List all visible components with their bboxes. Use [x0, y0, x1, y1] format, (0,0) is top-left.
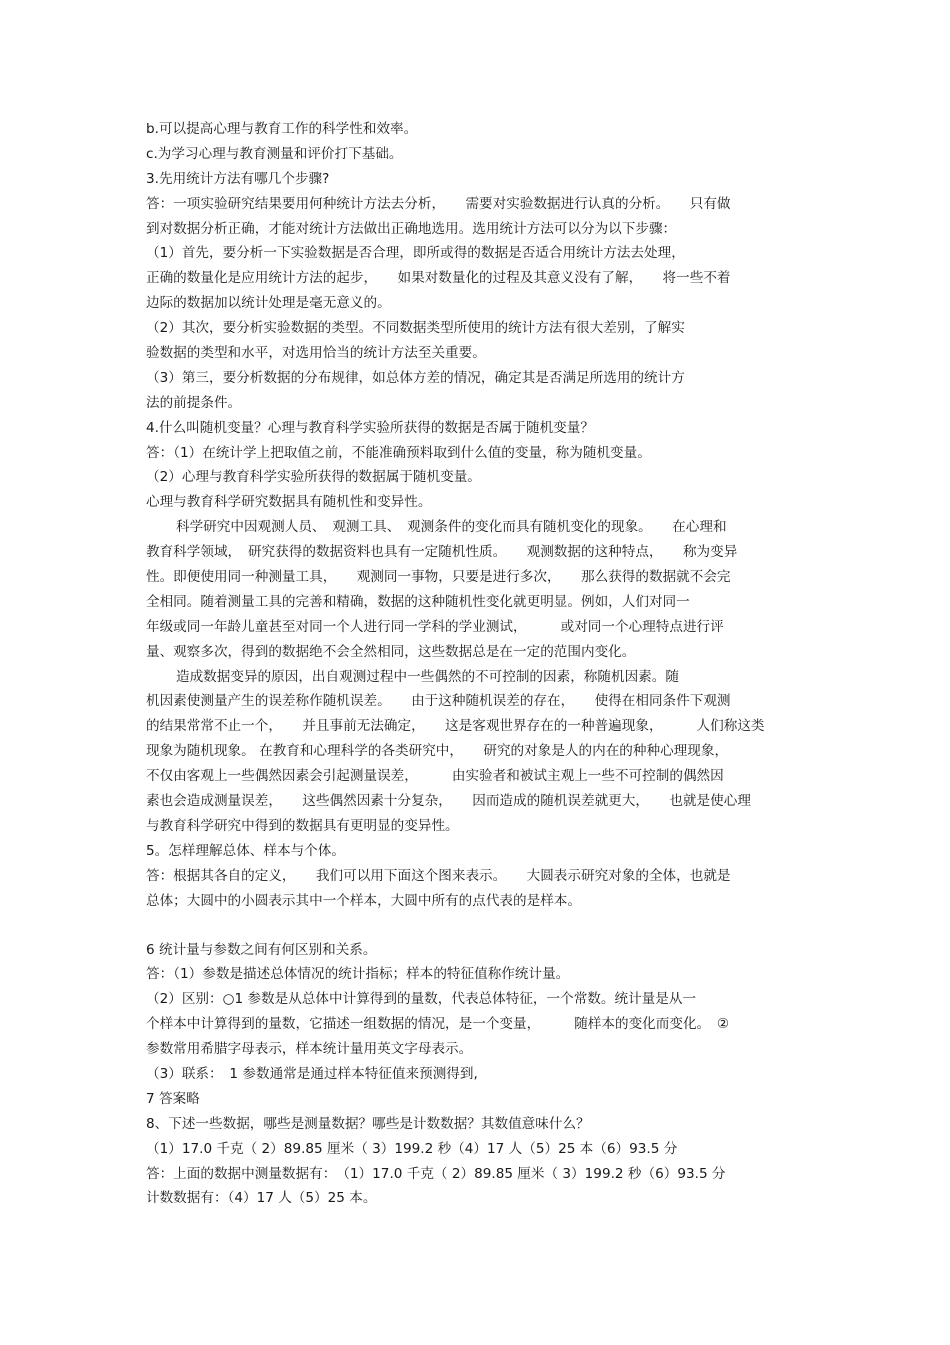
text-line: （3）联系： 1 参数通常是通过样本特征值来预测得到, [146, 1065, 478, 1082]
text-line: 与教育科学研究中得到的数据具有更明显的变异性。 [146, 817, 459, 834]
text-line: 造成数据变异的原因，出自观测过程中一些偶然的不可控制的因素，称随机因素。随 [176, 668, 679, 685]
text-line: 不仅由客观上一些偶然因素会引起测量误差， 由实验者和被试主观上一些不可控制的偶然因 [146, 768, 724, 785]
question-heading: 4.什么叫随机变量？心理与教育科学实验所获得的数据是否属于随机变量？ [146, 419, 594, 436]
text-line: 素也会造成测量误差， 这些偶然因素十分复杂， 因而造成的随机误差就更大， 也就是使心理 [146, 793, 751, 810]
text-line: 总体；大圆中的小圆表示其中一个样本，大圆中所有的点代表的是样本。 [146, 892, 581, 909]
blank-spacer [146, 914, 806, 938]
text-line: 科学研究中因观测人员、 观测工具、 观测条件的变化而具有随机变化的现象。 在心理和 [176, 519, 727, 536]
text-line: 答：上面的数据中测量数据有： （1）17.0 千克（ 2）89.85 厘米（ 3）199.2 秒（6）93.5 分 [146, 1165, 726, 1182]
text-line: 正确的数量化是应用统计方法的起步， 如果对数量化的过程及其意义没有了解， 将一些不着 [146, 270, 731, 287]
text-line: 参数常用希腊字母表示，样本统计量用英文字母表示。 [146, 1041, 473, 1058]
text-line: 量、观察多次，得到的数据绝不会全然相同，这些数据总是在一定的范围内变化。 [146, 643, 636, 660]
document-body [146, 117, 806, 1211]
question-heading: 3.先用统计方法有哪几个步骤? [146, 170, 330, 187]
text-line: 法的前提条件。 [146, 394, 242, 411]
question-heading: 7 答案略 [146, 1090, 200, 1107]
text-line: 性。即便使用同一种测量工具， 观测同一事物，只要是进行多次， 那么获得的数据就不会完 [146, 569, 731, 586]
text-line: （2）区别：○1 参数是从总体中计算得到的量数，代表总体特征，一个常数。统计量是从一 [146, 991, 697, 1008]
text-line: 到对数据分析正确，才能对统计方法做出正确地选用。选用统计方法可以分为以下步骤： [146, 220, 677, 237]
question-heading: 6 统计量与参数之间有何区别和关系。 [146, 941, 377, 958]
text-line: 答：（1）参数是描述总体情况的统计指标；样本的特征值称作统计量。 [146, 966, 570, 983]
text-line: （3）第三，要分析数据的分布规律，如总体方差的情况，确定其是否满足所选用的统计方 [146, 369, 685, 386]
text-line: b.可以提高心理与教育工作的科学性和效率。 [146, 121, 418, 137]
text-line: 个样本中计算得到的量数，它描述一组数据的情况，是一个变量， 随样本的变化而变化。 ② [146, 1016, 730, 1033]
text-line: 的结果常常不止一个， 并且事前无法确定， 这是客观世界存在的一种普遍现象， 人们称这类 [146, 718, 765, 735]
text-line: 教育科学领域， 研究获得的数据资料也具有一定随机性质。 观测数据的这种特点， 称为变异 [146, 544, 738, 561]
text-line: 心理与教育科学研究数据具有随机性和变异性。 [146, 494, 432, 511]
text-line: （2）其次，要分析实验数据的类型。不同数据类型所使用的统计方法有很大差别，了解实 [146, 320, 685, 337]
question-heading: 8、下述一些数据，哪些是测量数据？哪些是计数数据？其数值意味什么？ [146, 1115, 590, 1132]
text-line: （1）首先，要分析一下实验数据是否合理，即所或得的数据是否适合用统计方法去处理， [146, 245, 685, 262]
text-line: c.为学习心理与教育测量和评价打下基础。 [146, 145, 403, 162]
text-line: 计数数据有：（4）17 人（5）25 本。 [146, 1190, 377, 1207]
text-line: 边际的数据加以统计处理是毫无意义的。 [146, 295, 391, 312]
text-line: （1）17.0 千克（ 2）89.85 厘米（ 3）199.2 秒（4）17 人（5）25 本（6）93.5 分 [146, 1140, 678, 1157]
text-line: 全相同。随着测量工具的完善和精确，数据的这种随机性变化就更明显。例如，人们对同一 [146, 593, 690, 610]
text-line: （2）心理与教育科学实验所获得的数据属于随机变量。 [146, 469, 481, 486]
question-heading: 5。怎样理解总体、样本与个体。 [146, 842, 345, 859]
text-line: 现象为随机现象。 在教育和心理科学的各类研究中， 研究的对象是人的内在的种种心理现象， [146, 743, 729, 760]
text-line: 机因素使测量产生的误差称作随机误差。 由于这种随机误差的存在， 使得在相同条件下观测 [146, 693, 731, 710]
text-line: 答：一项实验研究结果要用何种统计方法去分析， 需要对实验数据进行认真的分析。 只有做 [146, 195, 731, 212]
text-line: 答：（1）在统计学上把取值之前，不能准确预料取到什么值的变量，称为随机变量。 [146, 444, 651, 461]
text-line: 验数据的类型和水平，对选用恰当的统计方法至关重要。 [146, 345, 486, 362]
text-line: 答：根据其各自的定义， 我们可以用下面这个图来表示。 大圆表示研究对象的全体，也就是 [146, 867, 731, 884]
text-line: 年级或同一年龄儿童甚至对同一个人进行同一学科的学业测试， 或对同一个心理特点进行评 [146, 618, 724, 635]
